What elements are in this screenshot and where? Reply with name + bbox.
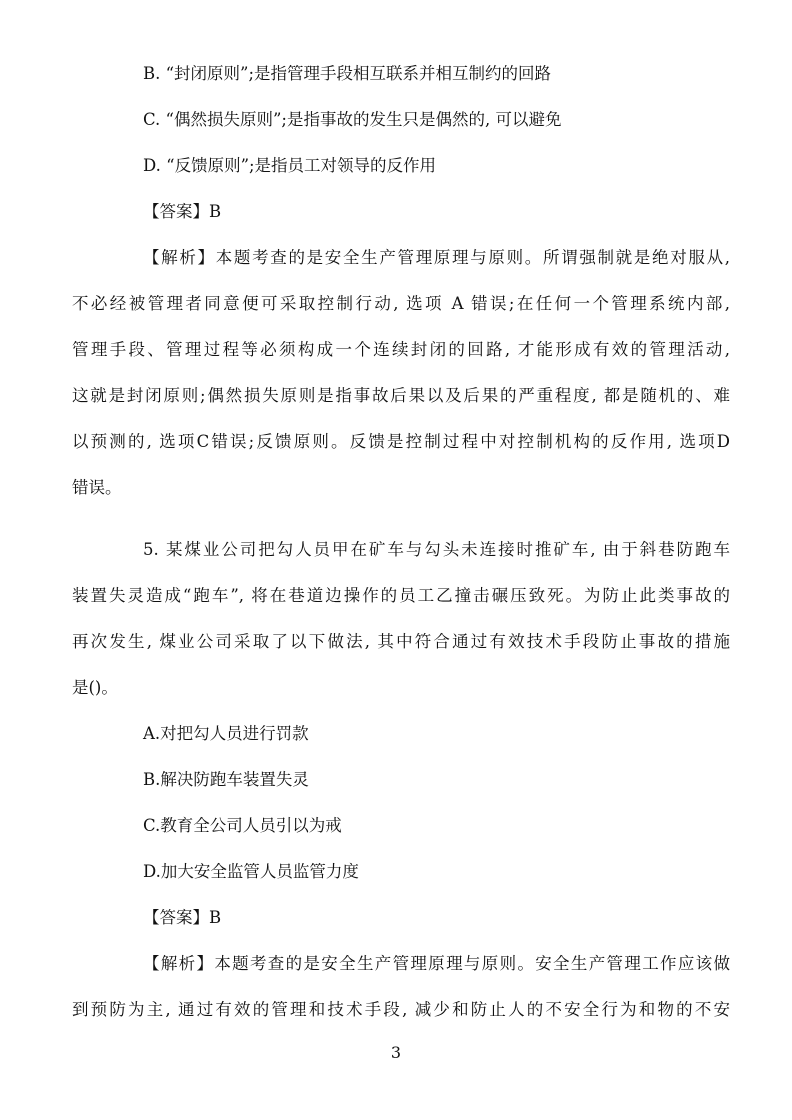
page-number: 3 xyxy=(390,1043,402,1062)
option-c-text: C.教育全公司人员引以为戒 xyxy=(143,816,342,835)
analysis-line: 以预测的, 选项C错误;反馈原则。反馈是控制过程中对控制机构的反作用, 选项D xyxy=(72,432,730,451)
question-5-text: 再次发生, 煤业公司采取了以下做法, 其中符合通过有效技术手段防止事故的措施 xyxy=(72,632,730,651)
answer-label: 【答案】B xyxy=(143,908,222,927)
analysis-line: 管理手段、管理过程等必须构成一个连续封闭的回路, 才能形成有效的管理活动, xyxy=(72,340,730,359)
option-d-text: D.加大安全监管人员监管力度 xyxy=(143,862,359,881)
analysis-line: 不必经被管理者同意便可采取控制行动, 选项 A 错误;在任何一个管理系统内部, xyxy=(72,294,730,313)
analysis-line: 【解析】本题考查的是安全生产管理原理与原则。所谓强制就是绝对服从, xyxy=(143,248,730,267)
analysis-line: 到预防为主, 通过有效的管理和技术手段, 减少和防止人的不安全行为和物的不安 xyxy=(72,1000,730,1019)
option-d-text: D. “反馈原则”;是指员工对领导的反作用 xyxy=(143,156,437,175)
analysis-line: 这就是封闭原则;偶然损失原则是指事故后果以及后果的严重程度, 都是随机的、难 xyxy=(72,386,730,405)
analysis-line: 【解析】本题考查的是安全生产管理原理与原则。安全生产管理工作应该做 xyxy=(143,954,730,973)
option-c-text: C. “偶然损失原则”;是指事故的发生只是偶然的, 可以避免 xyxy=(143,110,562,129)
option-b-text: B.解决防跑车装置失灵 xyxy=(143,770,309,789)
question-5-text: 5. 某煤业公司把勾人员甲在矿车与勾头未连接时推矿车, 由于斜巷防跑车 xyxy=(143,540,730,559)
question-5-text: 是()。 xyxy=(72,678,118,697)
analysis-line: 错误。 xyxy=(72,478,122,497)
question-5-text: 装置失灵造成“跑车”, 将在巷道边操作的员工乙撞击碾压致死。为防止此类事故的 xyxy=(72,586,730,605)
option-b-text: B. “封闭原则”;是指管理手段相互联系并相互制约的回路 xyxy=(143,64,552,83)
answer-label: 【答案】B xyxy=(143,202,222,221)
option-a-text: A.对把勾人员进行罚款 xyxy=(143,724,309,743)
